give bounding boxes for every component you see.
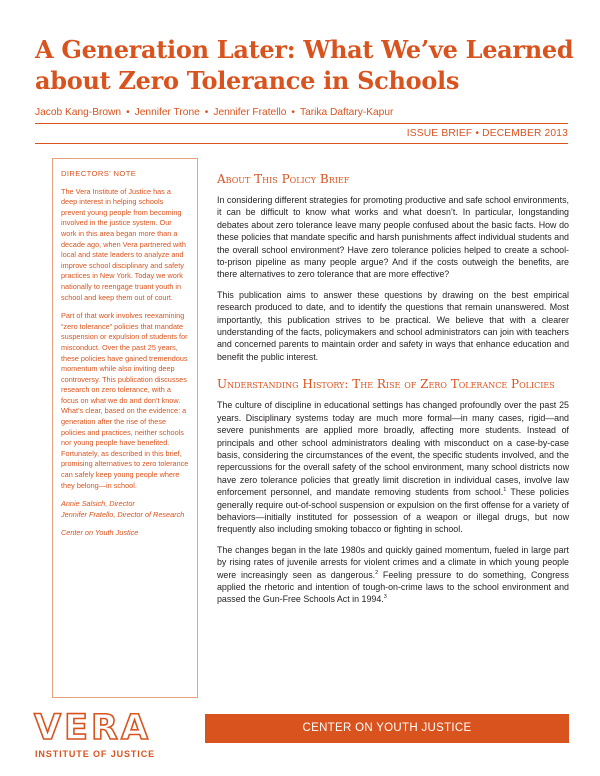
- signature-org: Center on Youth Justice: [61, 528, 139, 538]
- signature-fratello: Jennifer Fratello, Director of Research: [61, 509, 185, 519]
- author-separator: •: [126, 107, 130, 118]
- directors-note-paragraph: The Vera Institute of Justice has a deep interest in helping schools prevent young people from becoming involved in the justice system. Our work in this area began more than a decade ago, when Vera partnered with local and state leaders to analyze and improve school disciplinary and safety practices in New York. Today we work nationally to reengage truant youth in school and keep them out of court.: [61, 186, 186, 302]
- body-paragraph: [217, 544, 569, 606]
- body-text: Feeling pressure to do something, Congress applied the rhetoric and intention of tough-on-crime laws to the school environment and passed the Gun-Free Schools Act in 1994.: [217, 569, 569, 605]
- author: Tarika Daftary-Kapur: [299, 107, 394, 118]
- section-heading-history: Understanding History: The Rise of Zero Tolerance Policies: [217, 377, 555, 392]
- header-rule-bottom: [35, 143, 568, 144]
- vera-logo-subtitle: INSTITUTE OF JUSTICE: [35, 749, 156, 759]
- vera-logo: VERA: [34, 708, 152, 748]
- author-separator: •: [291, 107, 295, 118]
- author: Jacob Kang-Brown: [35, 107, 122, 118]
- body-text: The changes began in the late 1980s and quickly gained momentum, fueled in large part by rising rates of juvenile arrests for violent crimes and a climate in which young people were increasingly seen as dangerous.: [217, 544, 569, 580]
- author-separator: •: [204, 107, 209, 118]
- section-heading-about: About This Policy Brief: [217, 172, 350, 186]
- footnote-ref-2: 2: [375, 569, 379, 576]
- footnote-ref-1: 1: [503, 487, 507, 494]
- signature-salsich: Annie Salsich, Director: [61, 499, 135, 509]
- body-text: The culture of discipline in educational settings has changed profoundly over the past 25 years. Disciplinary systems today are much more formal—in many cases, rigid—and severe punishments are applied more broadly, affecting more students. Instead of principals and other school administrators dealing with misconduct on a case-by-case basis, considering the circumstances of the event, the specific students involved, and the repercussions for the overall safety of the school environment, many school districts now have zero tolerance policies that greatly limit discretion in individual cases, involve law enforcement personnel, and mandate removing students from school.: [217, 400, 569, 498]
- issue-label: ISSUE BRIEF • DECEMBER 2013: [406, 128, 568, 139]
- directors-note-heading: DIRECTORS’ NOTE: [61, 169, 137, 178]
- body-paragraph: This publication aims to answer these questions by drawing on the best empirical research produced to date, and to identify the questions that remain unanswered. Most importantly, this publication strives to be practical. We believe that with a clearer understanding of the facts, policymakers and school administrators can join with teachers and concerned parents to maintain order and safety in ways that enhance education and benefit the public interest.: [217, 289, 569, 362]
- page-title: [35, 34, 575, 96]
- body-text: These policies generally require out-of-school suspension or expulsion on the first offense for a variety of behaviors—initially instituted for possession of a weapon or illegal drugs, but now frequently also including smoking tobacco or fighting in school.: [217, 487, 569, 535]
- title-rest: What We’ve Learned about Zero Tolerance in Schools: [35, 35, 574, 95]
- main-content: [217, 170, 569, 614]
- directors-note: [52, 158, 198, 698]
- footnote-ref-3: 3: [383, 594, 387, 601]
- title-lead: A Generation Later:: [35, 35, 296, 64]
- author: Jennifer Trone: [134, 107, 200, 118]
- authors-line: [35, 107, 575, 118]
- directors-note-paragraph: Part of that work involves reexamining “zero tolerance” policies that mandate suspension or expulsion of students for misconduct. Over the past 25 years, these policies have gained tremendous momentum while also inviting deep controversy. This publication discusses research on zero tolerance, with a focus on what we do and don’t know. What’s clear, based on the evidence: a generation after the rise of these policies and practices, neither schools nor young people have benefited. Fortunately, as described in this brief, promising alternatives to zero tolerance can safely keep young people where they belong—in school.: [61, 311, 189, 490]
- header-rule-top: [35, 123, 568, 124]
- author: Jennifer Fratello: [213, 107, 287, 118]
- body-paragraph: In considering different strategies for promoting productive and safe school environments, it can be difficult to know what works and what doesn’t. In particular, longstanding debates about zero tolerance leave many people confused about the basic facts. How do these policies that mandate specific and harsh punishments affect individual students and the overall school environment? Have zero tolerance policies helped to create a school-to-prison pipeline as many people argue? And if the costs outweigh the benefits, are there alternatives to zero tolerance that are more effective?: [217, 195, 569, 280]
- body-paragraph: [217, 399, 569, 535]
- center-banner: CENTER ON YOUTH JUSTICE: [205, 714, 569, 743]
